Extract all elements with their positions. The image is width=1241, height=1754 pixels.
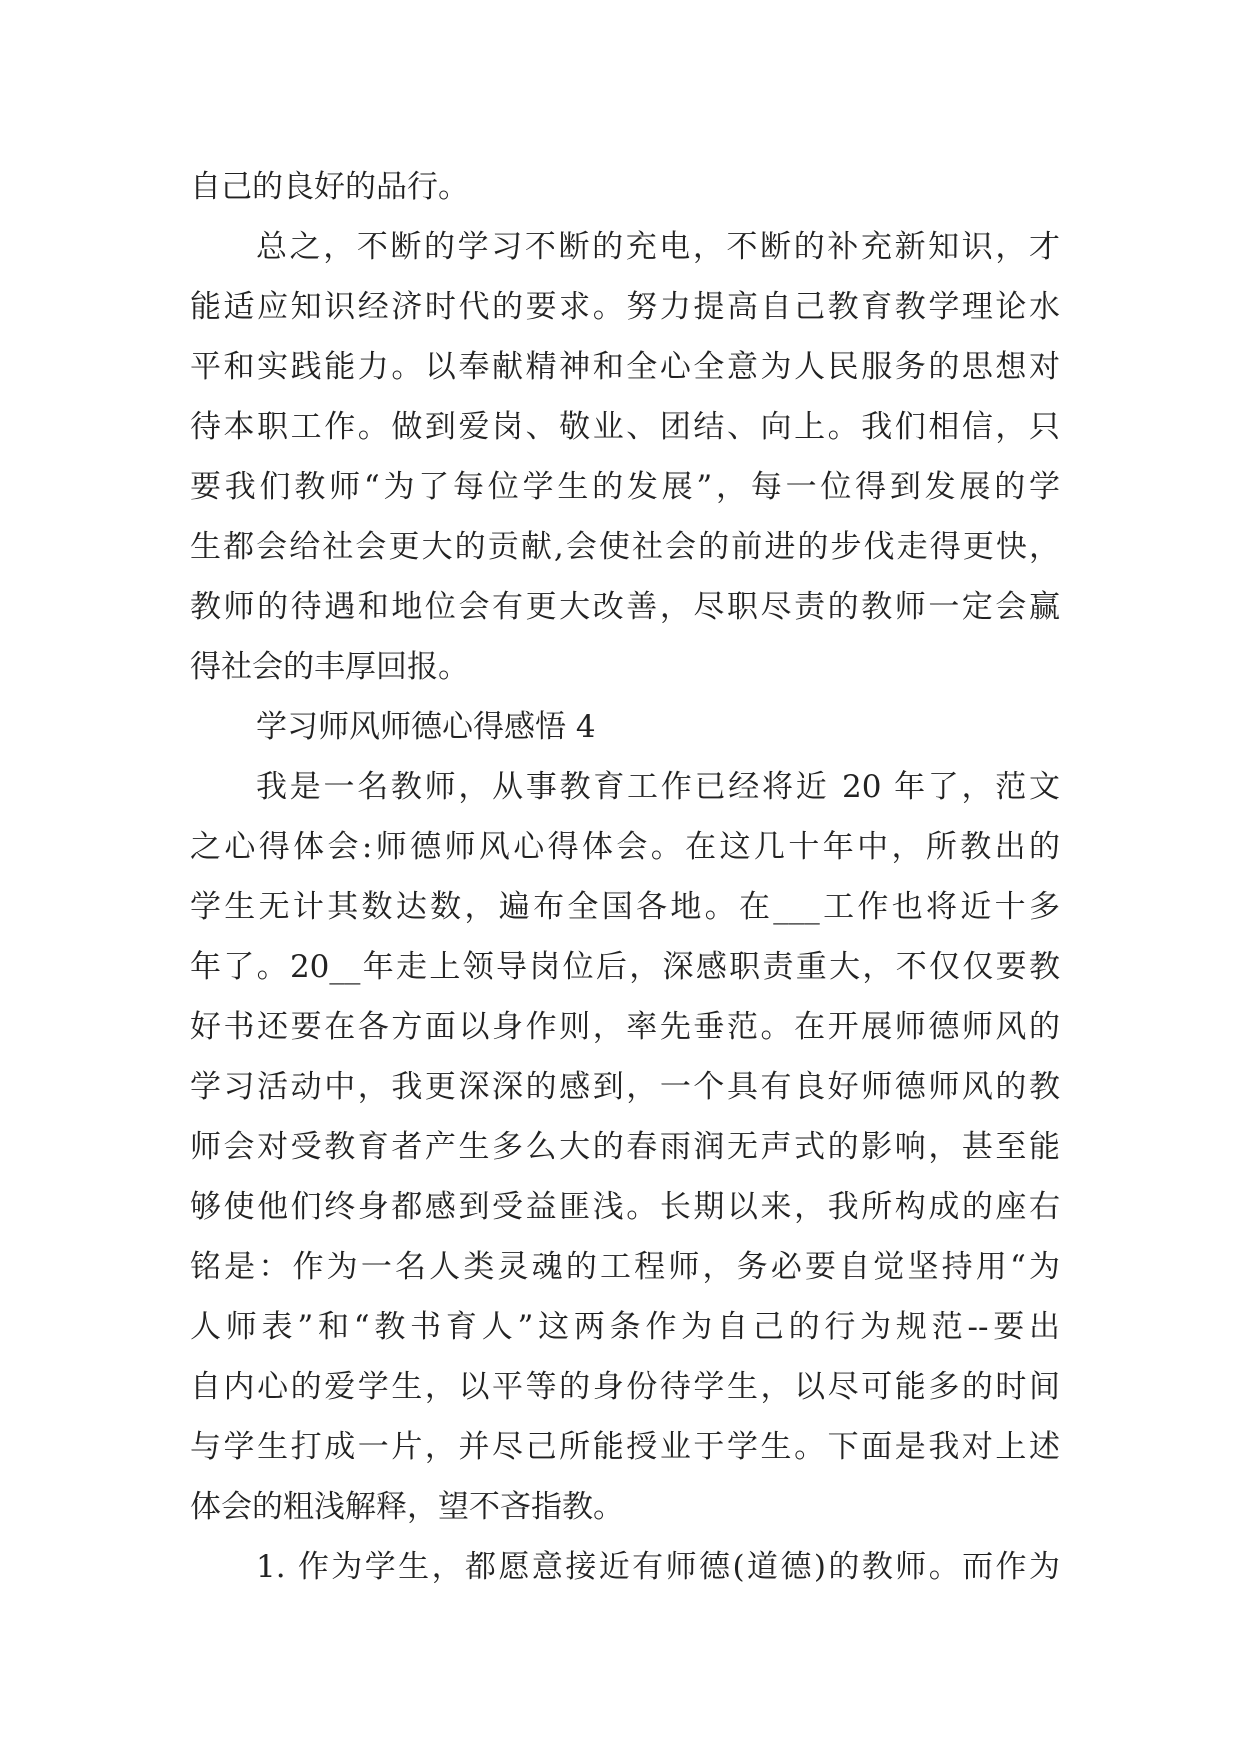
text-line: 自己的良好的品行。	[190, 169, 469, 205]
text-line: 师会对受教育者产生多么大的春雨润无声式的影响，甚至能	[190, 1129, 1060, 1165]
text-line: 与学生打成一片，并尽己所能授业于学生。下面是我对上述	[190, 1429, 1060, 1465]
text-line: 得社会的丰厚回报。	[190, 649, 469, 685]
text-line: 之心得体会:师德师风心得体会。在这几十年中，所教出的	[190, 829, 1060, 865]
text-line: 能适应知识经济时代的要求。努力提高自己教育教学理论水	[190, 289, 1060, 325]
text-line: 教师的待遇和地位会有更大改善，尽职尽责的教师一定会赢	[190, 589, 1060, 625]
text-line: 平和实践能力。以奉献精神和全心全意为人民服务的思想对	[190, 349, 1060, 385]
text-line: 要我们教师“为了每位学生的发展”，每一位得到发展的学	[190, 469, 1060, 505]
text-line: 人师表”和“教书育人”这两条作为自己的行为规范--要出	[190, 1309, 1060, 1345]
paragraph-first-line: 总之，不断的学习不断的充电，不断的补充新知识，才	[256, 229, 1060, 265]
text-line: 自内心的爱学生，以平等的身份待学生，以尽可能多的时间	[190, 1369, 1060, 1405]
text-line: 体会的粗浅解释，望不吝指教。	[190, 1489, 624, 1525]
paragraph-first-line: 我是一名教师，从事教育工作已经将近 20 年了，范文	[256, 769, 1060, 805]
text-line: 学生无计其数达数，遍布全国各地。在___工作也将近十多	[190, 889, 1060, 925]
text-line: 待本职工作。做到爱岗、敬业、团结、向上。我们相信，只	[190, 409, 1060, 445]
text-line: 学习活动中，我更深深的感到，一个具有良好师德师风的教	[190, 1069, 1060, 1105]
text-line: 年了。20__年走上领导岗位后，深感职责重大，不仅仅要教	[190, 949, 1060, 985]
numbered-item-line: 1. 作为学生，都愿意接近有师德(道德)的教师。而作为	[256, 1549, 1060, 1585]
text-line: 够使他们终身都感到受益匪浅。长期以来，我所构成的座右	[190, 1189, 1060, 1225]
text-line: 生都会给社会更大的贡献,会使社会的前进的步伐走得更快，	[190, 529, 1060, 565]
section-heading: 学习师风师德心得感悟 4	[256, 709, 596, 745]
text-line: 好书还要在各方面以身作则，率先垂范。在开展师德师风的	[190, 1009, 1060, 1045]
text-line: 铭是：作为一名人类灵魂的工程师，务必要自觉坚持用“为	[190, 1249, 1060, 1285]
